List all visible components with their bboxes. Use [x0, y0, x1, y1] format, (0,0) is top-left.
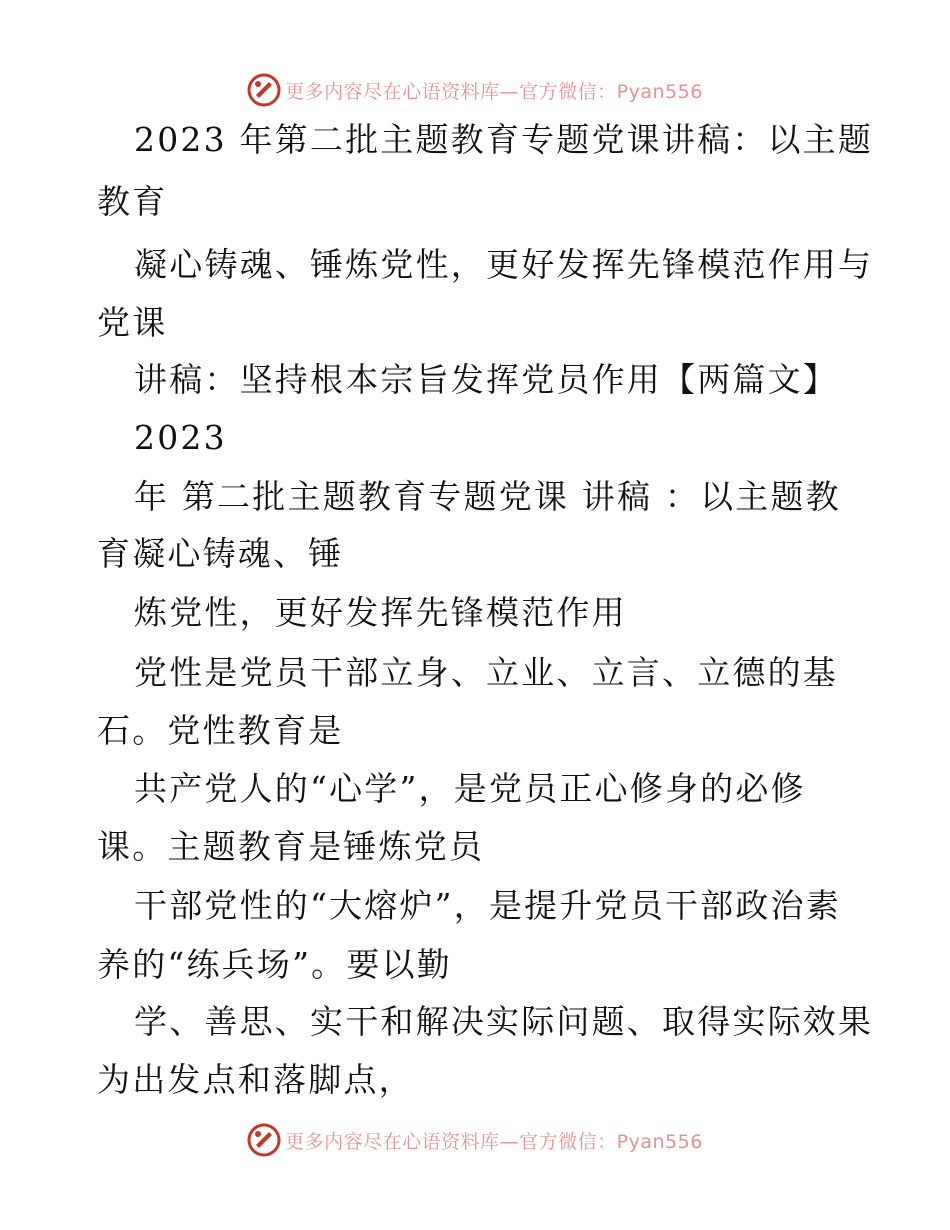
text-line: 2023 年第二批主题教育专题党课讲稿：以主题 [134, 120, 874, 159]
header-banner [0, 70, 950, 110]
brand-logo-icon [247, 1123, 281, 1157]
wechat-id: Pyan556 [616, 80, 703, 103]
text-line: 石。党性教育是 [97, 711, 344, 750]
text-line: 教育 [97, 182, 168, 221]
text-line: 炼党性，更好发挥先锋模范作用 [134, 593, 627, 632]
footer-banner [0, 1120, 950, 1160]
text-line: 党性是党员干部立身、立业、立言、立德的基 [134, 653, 838, 692]
text-line: 干部党性的“大熔炉”，是提升党员干部政治素 [134, 886, 841, 925]
banner-text: 更多内容尽在心语资料库—官方微信：Pyan556 [285, 80, 703, 103]
text-line: 共产党人的“心学”，是党员正心修身的必修 [134, 769, 806, 808]
text-line: 为出发点和落脚点， [97, 1060, 414, 1099]
text-line: 学、善思、实干和解决实际问题、取得实际效果 [134, 1002, 874, 1041]
text-line: 2023 [134, 418, 227, 457]
brand-logo-icon [247, 73, 281, 107]
text-line: 养的“练兵场”。要以勤 [97, 945, 452, 984]
text-line: 讲稿：坚持根本宗旨发挥党员作用【两篇文】 [134, 360, 838, 399]
text-line: 凝心铸魂、锤炼党性，更好发挥先锋模范作用与 [134, 245, 874, 284]
text-line: 年 第二批主题教育专题党课 讲稿 ：以主题教 [134, 477, 841, 516]
banner-text: 更多内容尽在心语资料库—官方微信：Pyan556 [285, 1130, 703, 1153]
text-line: 课。主题教育是锤炼党员 [97, 827, 485, 866]
text-line: 育凝心铸魂、锤 [97, 534, 344, 573]
wechat-id: Pyan556 [616, 1130, 703, 1153]
text-line: 党课 [97, 303, 168, 342]
